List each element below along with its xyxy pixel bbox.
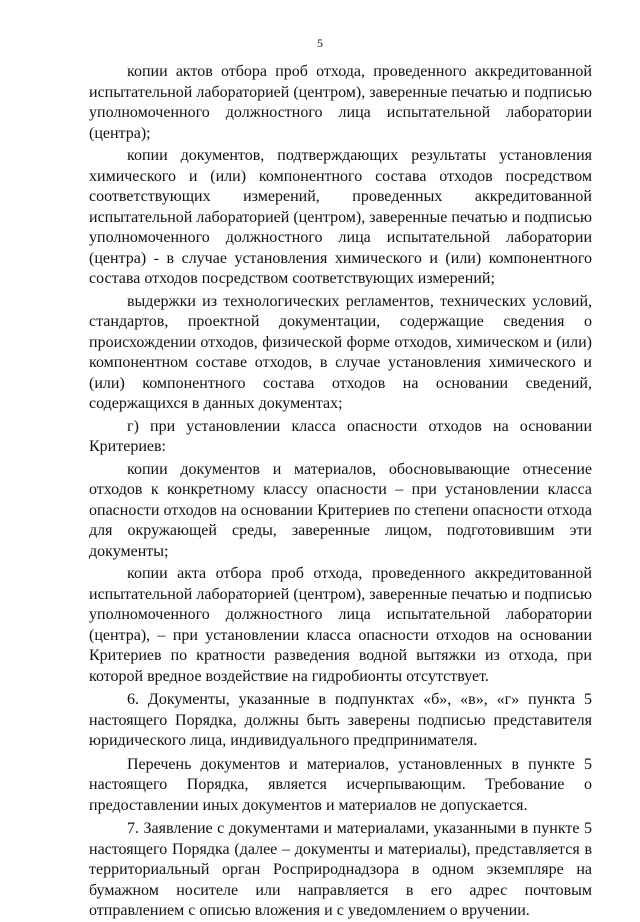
paragraph-hazard-class-documents: копии документов и материалов, обосновывающие отнесение отходов к конкретному классу опасности – при установлении класса опасности отходов на основании Критериев по степени опасности отхода для окружающей среды, заверенные лицом, подготовившим эти документы; [89,460,592,560]
paragraph-exhaustive-list: Перечень документов и материалов, установленных в пункте 5 настоящего Порядка, является исчерпывающим. Требование о предоставлении иных документов и материалов не допускается. [89,755,592,814]
page-number: 5 [317,36,323,50]
paragraph-regulation-extracts: выдержки из технологических регламентов, технических условий, стандартов, проектной документации, содержащие сведения о происхождении отходов, физической форме отходов, химическом и (или) компонентном составе отходов, в случае установления химического и (или) компонентного состава отходов на основании сведений, содержащихся в данных документах; [89,292,592,412]
paragraph-subitem-g: г) при установлении класса опасности отходов на основании Критериев: [89,417,592,455]
paragraph-item-7: 7. Заявление с документами и материалами, указанными в пункте 5 настоящего Порядка (далее – документы и материалы), представляется в территориальный орган Росприроднадзора в одном экземпляре на бумажном носителе или направляется в его адрес почтовым отправлением с описью вложения и с уведомлением о вручении. [89,820,592,919]
paragraph-sampling-act-copies: копии акта отбора проб отхода, проведенного аккредитованной испытательной лабораторией (центром), заверенные печатью и подписью уполномоченного должностного лица испытательной лаборатории (центра), – при установлении класса опасности отходов на основании Критериев по кратности разведения водной вытяжки из отхода, при которой вредное воздействие на гидробионты отсутствует. [89,565,592,685]
paragraph-item-6: 6. Документы, указанные в подпунктах «б», «в», «г» пункта 5 настоящего Порядка, должны быть заверены подписью представителя юридического лица, индивидуального предпринимателя. [89,691,592,749]
paragraph-sampling-acts: копии актов отбора проб отхода, проведенного аккредитованной испытательной лабораторией (центром), заверенные печатью и подписью уполномоченного должностного лица испытательной лаборатории (центра); [89,63,592,142]
document-body [89,62,592,922]
paragraph-composition-documents: копии документов, подтверждающих результаты установления химического и (или) компонентного состава отходов посредством соответствующих измерений, проведенных аккредитованной испытательной лабораторией (центром), заверенные печатью и подписью уполномоченного должностного лица испытательной лаборатории (центра) - в случае установления химического и (или) компонентного состава отходов посредством соответствующих измерений; [89,147,592,287]
